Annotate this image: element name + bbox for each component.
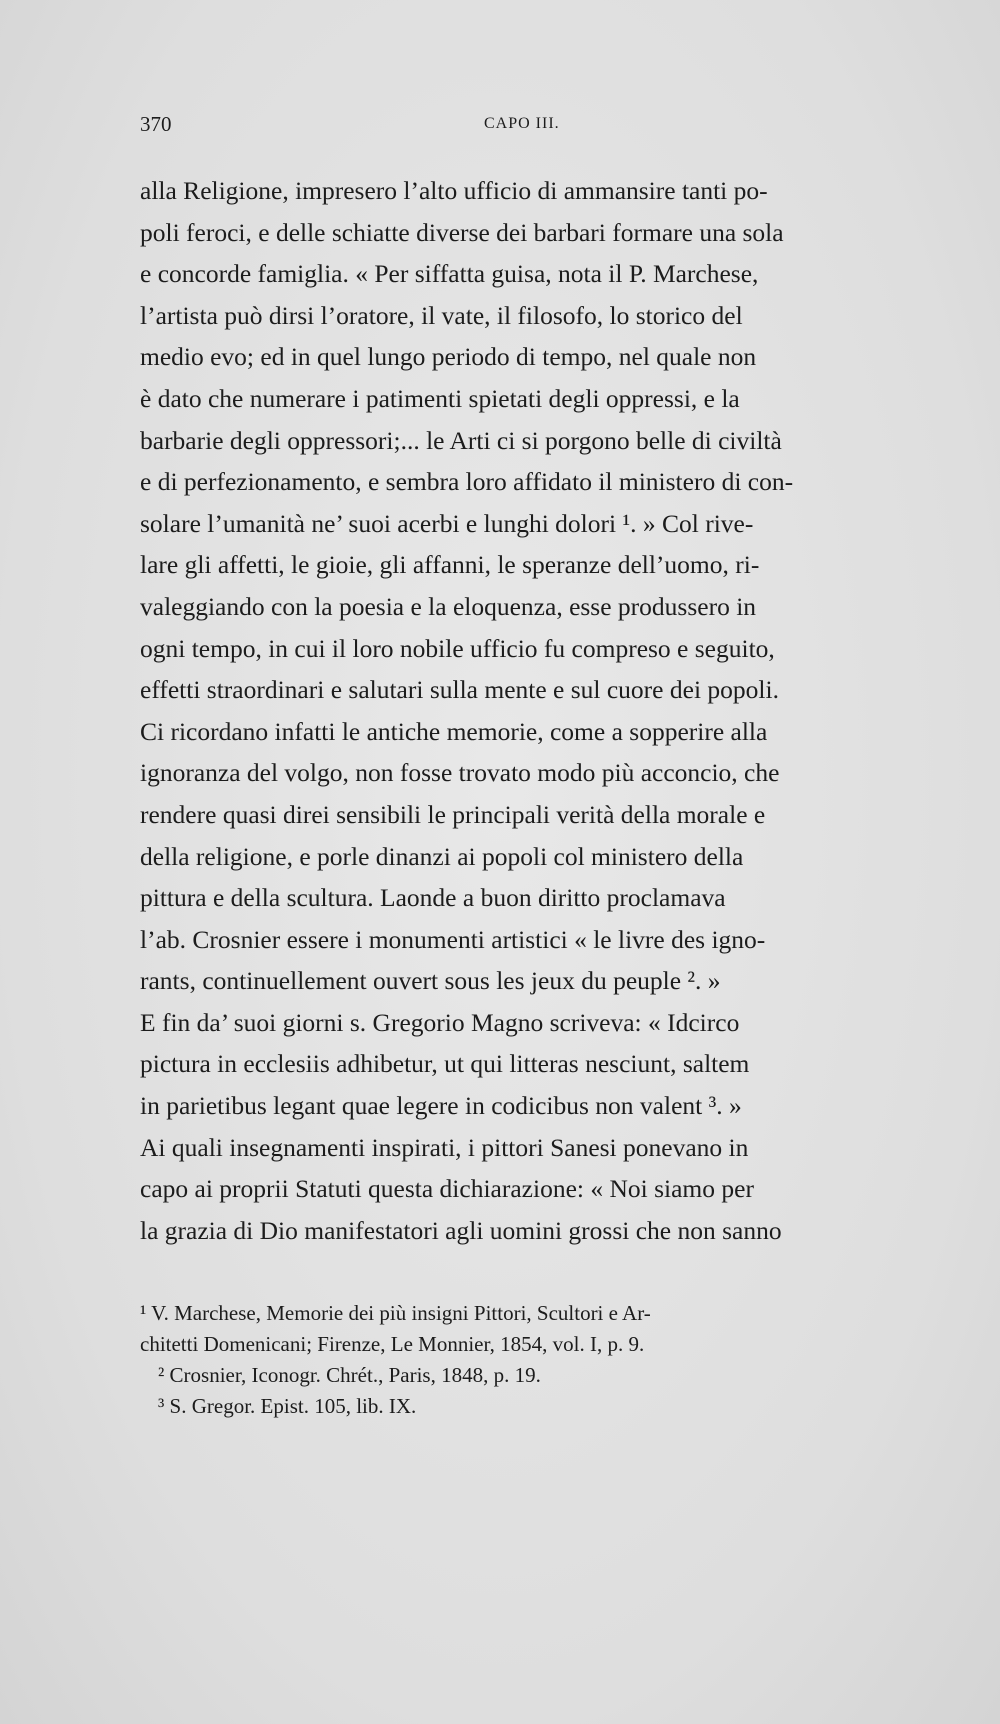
text-line: medio evo; ed in quel lungo periodo di tempo, nel quale non (140, 342, 757, 372)
footnote-1-continued: chitetti Domenicani; Firenze, Le Monnier, 1854, vol. I, p. 9. (140, 1332, 645, 1356)
text-line: è dato che numerare i patimenti spietati degli oppressi, e la (140, 383, 740, 413)
text-line: barbarie degli oppressori;... le Arti ci si porgono belle di civiltà (140, 425, 782, 455)
footnote-2: ² Crosnier, Iconogr. Chrét., Paris, 1848, p. 19. (158, 1363, 541, 1387)
text-line: l’ab. Crosnier essere i monumenti artistici « le livre des igno- (140, 924, 766, 954)
text-line: ignoranza del volgo, non fosse trovato modo più acconcio, che (140, 758, 780, 788)
text-line: capo ai proprii Statuti questa dichiarazione: « Noi siamo per (140, 1174, 754, 1204)
text-line: Ci ricordano infatti le antiche memorie, come a sopperire alla (140, 716, 768, 746)
text-line: in parietibus legant quae legere in codicibus non valent ³. » (140, 1091, 742, 1121)
chapter-title: CAPO III. (484, 115, 560, 132)
text-line: l’artista può dirsi l’oratore, il vate, il filosofo, lo storico del (140, 300, 743, 330)
text-line: solare l’umanità ne’ suoi acerbi e lunghi dolori ¹. » Col rive- (140, 508, 754, 538)
text-line: valeggiando con la poesia e la eloquenza, esse produssero in (140, 591, 757, 621)
text-line: pictura in ecclesiis adhibetur, ut qui litteras nesciunt, saltem (140, 1049, 750, 1079)
text-line: e concorde famiglia. « Per siffatta guisa, nota il P. Marchese, (140, 259, 759, 289)
footnote-3: ³ S. Gregor. Epist. 105, lib. IX. (158, 1394, 417, 1418)
footnote-1: ¹ V. Marchese, Memorie dei più insigni Pittori, Scultori e Ar- (140, 1301, 651, 1325)
text-line: poli feroci, e delle schiatte diverse dei barbari formare una sola (140, 217, 784, 247)
running-head (140, 112, 920, 142)
text-line: Ai quali insegnamenti inspirati, i pittori Sanesi ponevano in (140, 1132, 749, 1162)
text-line: e di perfezionamento, e sembra loro affidato il ministero di con- (140, 467, 794, 497)
page-number: 370 (140, 112, 172, 136)
text-line: della religione, e porle dinanzi ai popoli col ministero della (140, 841, 744, 871)
text-line: lare gli affetti, le gioie, gli affanni, le speranze dell’uomo, ri- (140, 550, 760, 580)
body-text (140, 170, 924, 1251)
footnotes (140, 1298, 924, 1422)
text-line: E fin da’ suoi giorni s. Gregorio Magno scriveva: « Idcirco (140, 1007, 740, 1037)
text-line: effetti straordinari e salutari sulla mente e sul cuore dei popoli. (140, 675, 779, 705)
text-line: rendere quasi direi sensibili le principali verità della morale e (140, 799, 766, 829)
text-line: la grazia di Dio manifestatori agli uomini grossi che non sanno (140, 1215, 782, 1245)
text-line: ogni tempo, in cui il loro nobile ufficio fu compreso e seguito, (140, 633, 775, 663)
text-line: rants, continuellement ouvert sous les jeux du peuple ². » (140, 966, 721, 996)
text-line: pittura e della scultura. Laonde a buon diritto proclamava (140, 883, 726, 913)
text-line: alla Religione, impresero l’alto ufficio di ammansire tanti po- (140, 176, 768, 205)
